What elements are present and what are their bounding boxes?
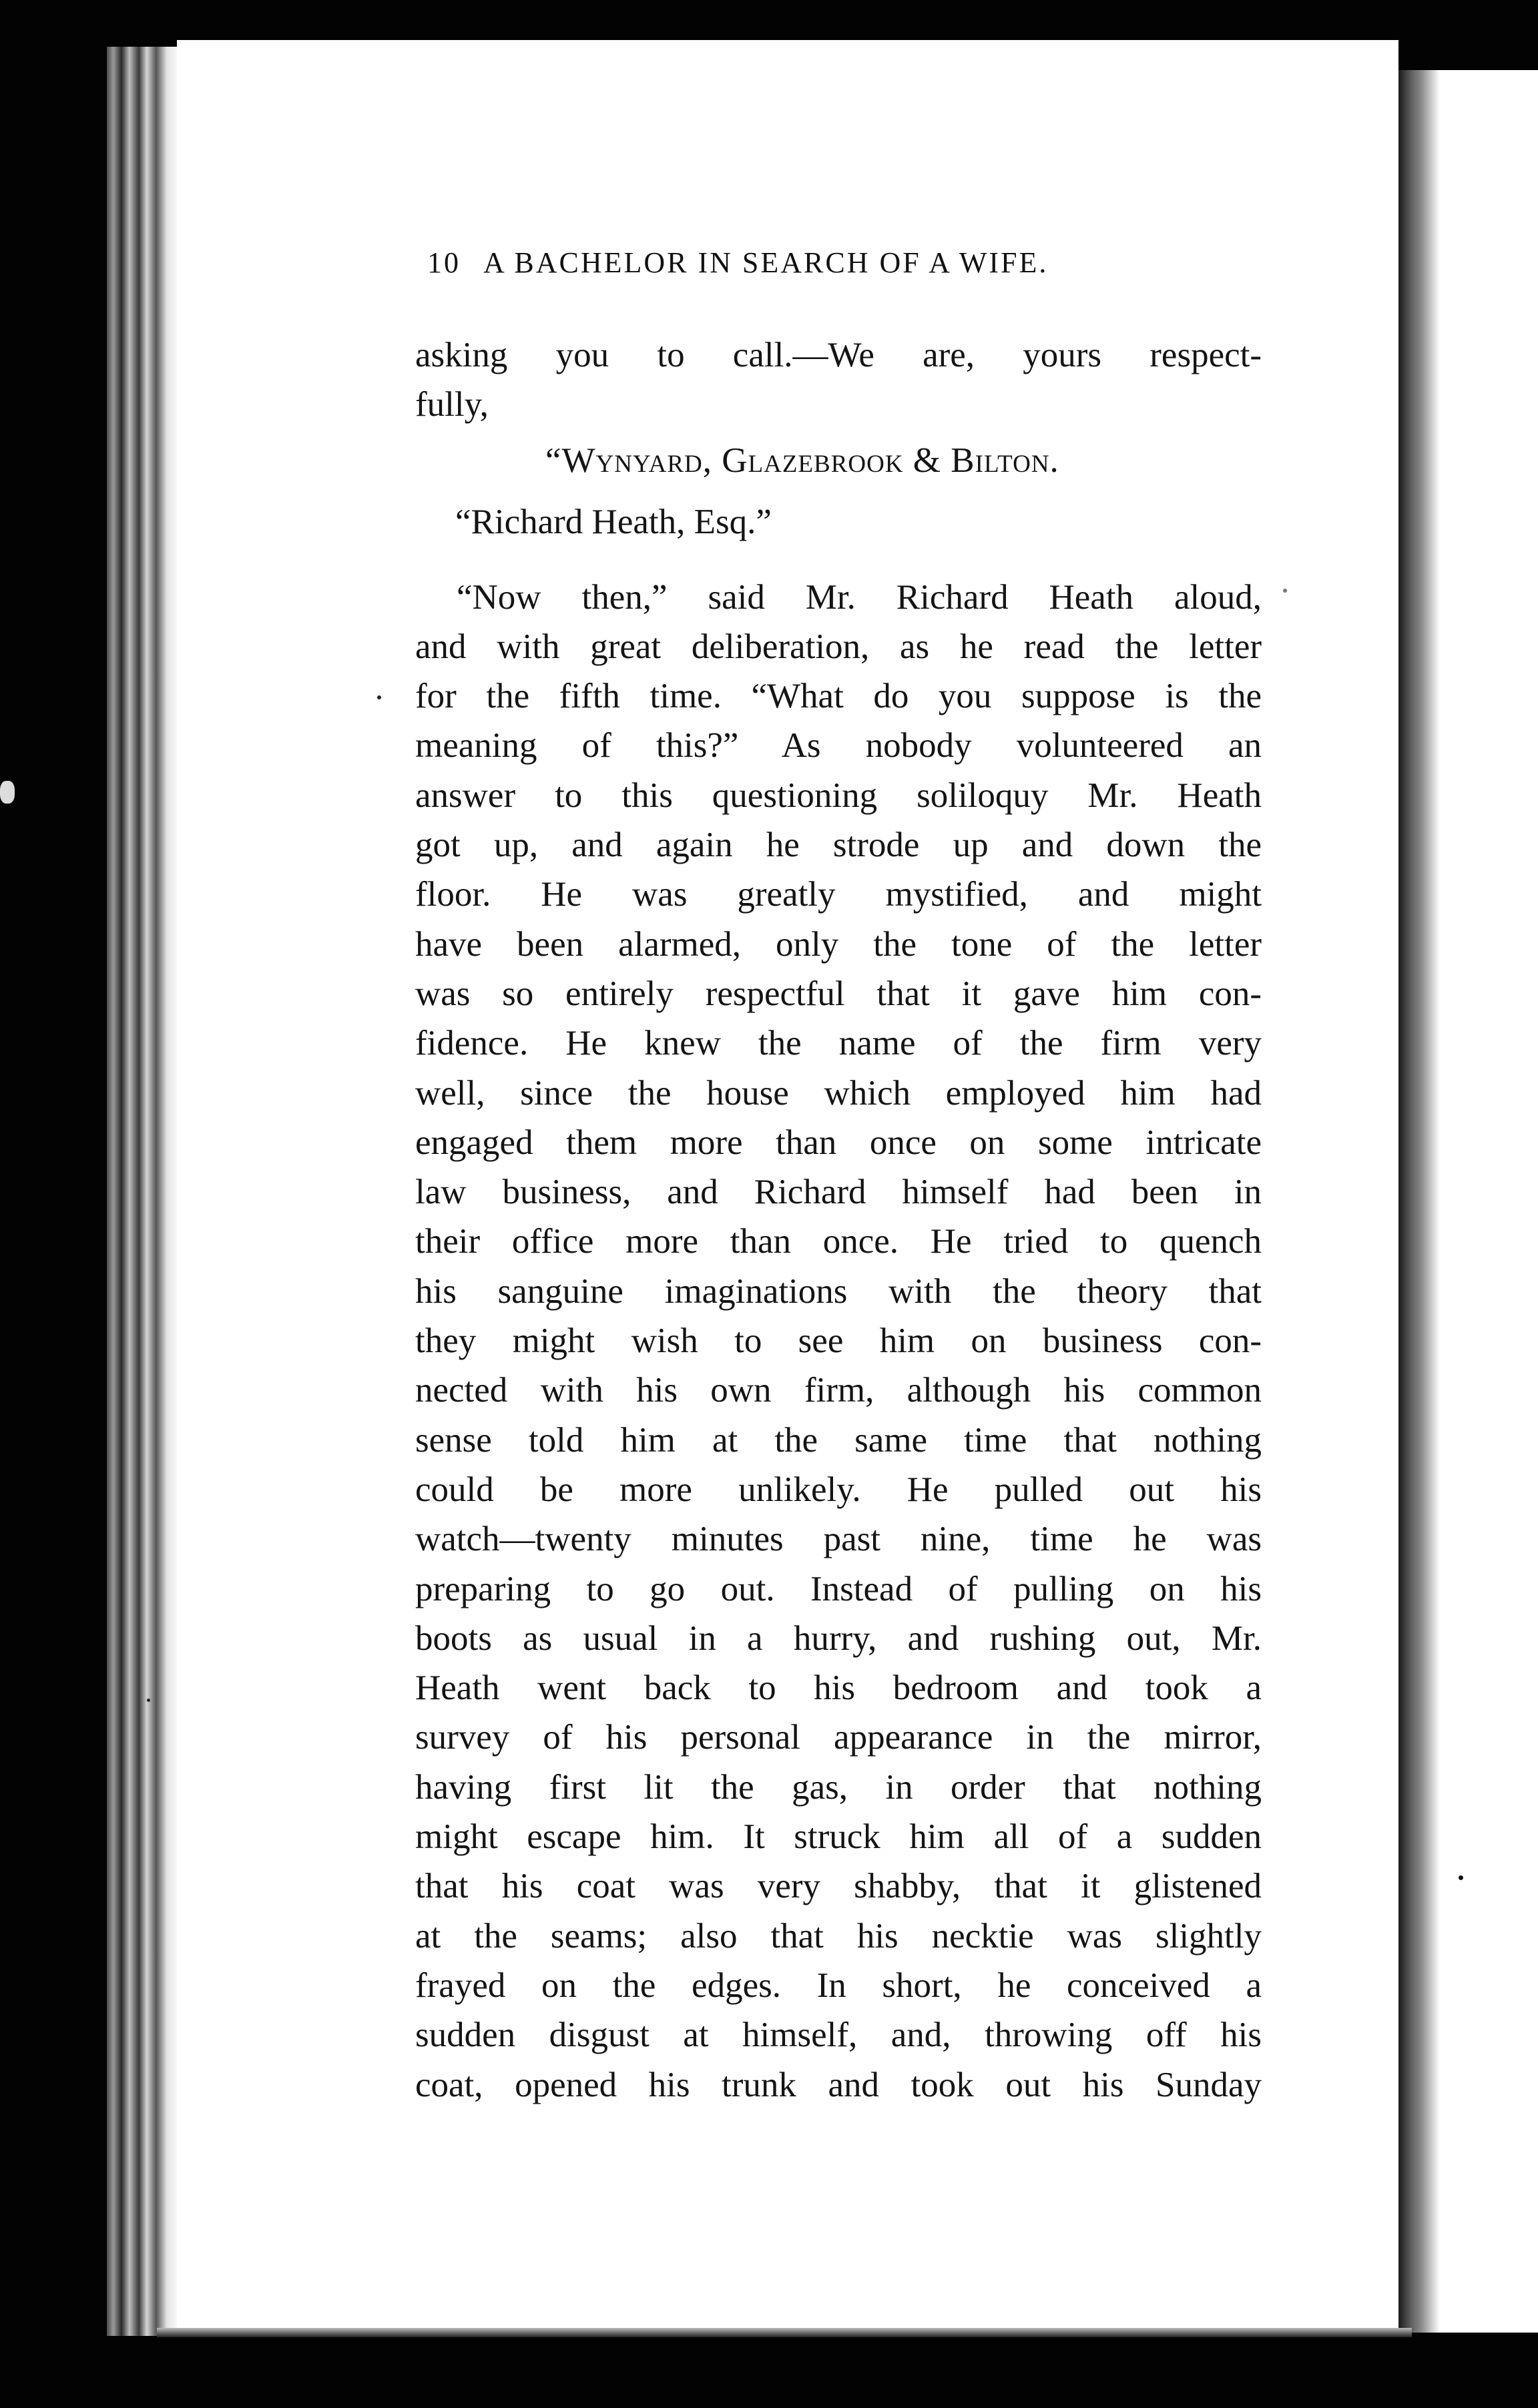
text-line: law business, and Richard himself had been in	[415, 1173, 1262, 1212]
running-title: A BACHELOR IN SEARCH OF A WIFE.	[483, 246, 1049, 279]
text-line: coat, opened his trunk and took out his Sunday	[415, 2065, 1262, 2104]
page-number: 10	[427, 246, 461, 279]
text-line: fully,	[415, 385, 489, 424]
scan-speck	[147, 1699, 150, 1702]
text-line: preparing to go out. Instead of pulling on his	[415, 1569, 1262, 1608]
running-head	[427, 246, 1275, 280]
text-line: asking you to call.—We are, yours respect-	[415, 336, 1262, 374]
gutter-shadow	[1398, 70, 1440, 2333]
text-line: and with great deliberation, as he read the letter	[415, 627, 1262, 666]
text-line: engaged them more than once on some intricate	[415, 1123, 1262, 1162]
text-line: frayed on the edges. In short, he conceived a	[415, 1966, 1262, 2005]
text-line: got up, and again he strode up and down the	[415, 826, 1262, 865]
text-line: that his coat was very shabby, that it glistened	[415, 1867, 1262, 1906]
text-line: well, since the house which employed him had	[415, 1073, 1262, 1113]
letter-addressee: “Richard Heath, Esq.”	[455, 502, 772, 541]
text-line: answer to this questioning soliloquy Mr. Heath	[415, 776, 1262, 815]
scan-speck	[0, 781, 15, 804]
text-line: survey of his personal appearance in the mirror,	[415, 1718, 1262, 1757]
text-line: “Now then,” said Mr. Richard Heath aloud,	[457, 577, 1262, 617]
text-line: having first lit the gas, in order that nothing	[415, 1767, 1262, 1807]
text-line: sense told him at the same time that nothing	[415, 1420, 1262, 1460]
text-line: they might wish to see him on business con-	[415, 1321, 1262, 1361]
text-line: at the seams; also that his necktie was slightly	[415, 1916, 1262, 1955]
scan-speck	[1283, 589, 1287, 593]
text-line: sudden disgust at himself, and, throwing off his	[415, 2016, 1262, 2055]
page-bottom-edge	[157, 2328, 1412, 2337]
text-line: boots as usual in a hurry, and rushing out, Mr.	[415, 1618, 1262, 1658]
page-stack-edge	[107, 47, 180, 2336]
text-line: their office more than once. He tried to quench	[415, 1222, 1262, 1261]
letter-signature: “Wynyard, Glazebrook & Bilton.	[545, 440, 1059, 480]
paragraph-gap	[415, 553, 1262, 573]
scan-speck	[377, 695, 381, 699]
text-line: fidence. He knew the name of the firm very	[415, 1024, 1262, 1063]
text-line: might escape him. It struck him all of a sudden	[415, 1817, 1262, 1857]
text-line: floor. He was greatly mystified, and might	[415, 875, 1262, 914]
text-line: was so entirely respectful that it gave him con-	[415, 974, 1262, 1013]
text-line: Heath went back to his bedroom and took a	[415, 1669, 1262, 1708]
text-line: his sanguine imaginations with the theory that	[415, 1271, 1262, 1311]
text-line: for the fifth time. “What do you suppose is the	[415, 677, 1262, 716]
text-line: meaning of this?” As nobody volunteered an	[415, 726, 1262, 766]
text-line: have been alarmed, only the tone of the letter	[415, 924, 1262, 964]
scan-speck	[1459, 1875, 1463, 1880]
text-line: could be more unlikely. He pulled out his	[415, 1470, 1262, 1509]
body-text	[415, 330, 1262, 2110]
text-line: watch—twenty minutes past nine, time he was	[415, 1520, 1262, 1559]
text-line: nected with his own firm, although his common	[415, 1371, 1262, 1410]
